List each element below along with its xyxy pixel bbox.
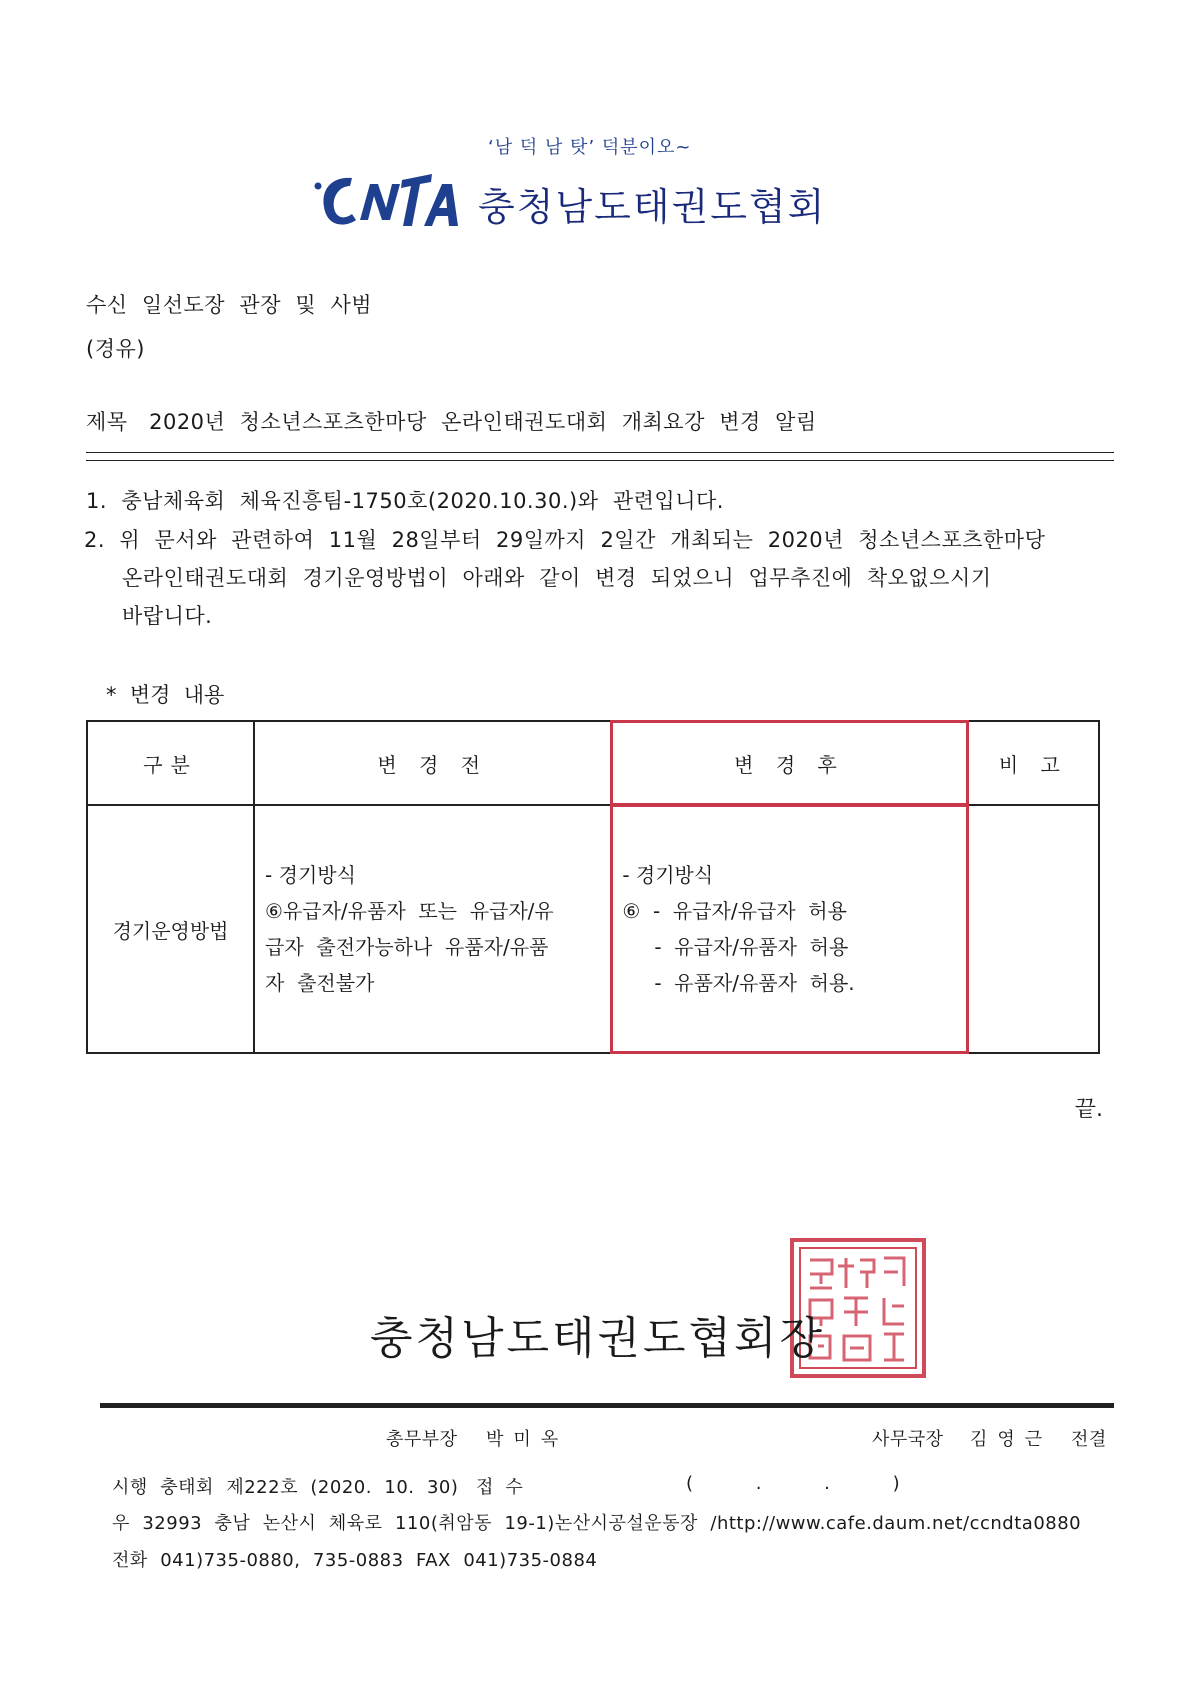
via-line: (경유)	[86, 337, 145, 361]
deputy-role: 총무부장	[386, 1429, 458, 1450]
approval-mark: 전결	[1071, 1429, 1107, 1450]
after-line: - 유품자/유품자 허용.	[654, 971, 855, 995]
cnta-logo	[312, 170, 462, 236]
end-mark: 끝.	[1074, 1097, 1103, 1122]
signature-title: 충청남도태권도협회장	[370, 1313, 826, 1364]
category-cell: 경기운영방법	[87, 805, 254, 1053]
deputy-name: 박미옥	[486, 1429, 569, 1450]
header-note: 비 고	[968, 721, 1099, 805]
after-line: - 유급자/유품자 허용	[654, 935, 849, 959]
table-row	[87, 805, 1099, 1053]
header-before: 변 경 전	[254, 721, 611, 805]
after-line: ⑥ - 유급자/유급자 허용	[622, 899, 847, 923]
reception-value: ( . . )	[686, 1473, 901, 1494]
subject-line: 제목 2020년 청소년스포츠한마당 온라인태권도대회 개최요강 변경 알림	[86, 410, 817, 434]
note-cell	[968, 805, 1099, 1053]
enforcement-line: 시행 충태회 제222호 (2020. 10. 30)	[112, 1477, 459, 1498]
org-title: 충청남도태권도협회	[478, 185, 827, 229]
reception-label: 접수	[476, 1477, 535, 1498]
before-cell	[254, 805, 611, 1053]
director-name: 김영근	[970, 1429, 1053, 1450]
recipient-line: 수신 일선도장 관장 및 사범	[86, 293, 373, 317]
paragraph-2-line-3: 바랍니다.	[122, 604, 213, 628]
slogan: ‘남 덕 남 탓’ 덕분이오~	[488, 137, 692, 158]
before-line: 자 출전불가	[265, 971, 375, 995]
before-line: ⑥유급자/유품자 또는 유급자/유	[265, 899, 554, 923]
before-line: - 경기방식	[265, 863, 356, 887]
double-divider	[86, 452, 1114, 461]
address-line: 우 32993 충남 논산시 체육로 110(취암동 19-1)논산시공설운동장 /http://www.cafe.daum.net/ccndta0880	[112, 1513, 1082, 1534]
director-role: 사무국장	[872, 1429, 944, 1450]
before-line: 급자 출전가능하나 유품자/유품	[265, 935, 549, 959]
header-after: 변 경 후	[611, 721, 967, 805]
after-line: - 경기방식	[622, 863, 714, 887]
table-header-row	[87, 721, 1099, 805]
phone-line: 전화 041)735-0880, 735-0883 FAX 041)735-0884	[112, 1550, 598, 1571]
change-heading: * 변경 내용	[106, 683, 225, 707]
paragraph-2-line-1: 2. 위 문서와 관련하여 11월 28일부터 29일까지 2일간 개최되는 2020년 청소년스포츠한마당	[84, 528, 1046, 552]
paragraph-2-line-2: 온라인태권도대회 경기운영방법이 아래와 같이 변경 되었으니 업무추진에 착오없으시기	[122, 566, 992, 590]
change-table	[86, 720, 1100, 1054]
footer-rule	[100, 1403, 1114, 1408]
header-category: 구분	[87, 721, 254, 805]
paragraph-1: 1. 충남체육회 체육진흥팀-1750호(2020.10.30.)와 관련입니다.	[86, 489, 724, 513]
after-cell	[611, 805, 967, 1053]
